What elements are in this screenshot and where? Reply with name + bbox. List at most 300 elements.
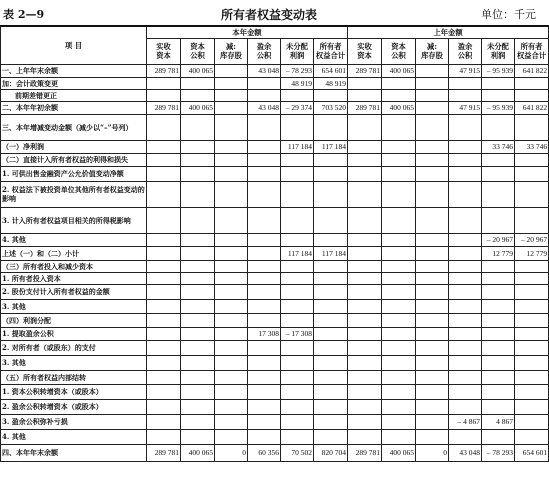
value-cell: 289 781 [348, 64, 382, 77]
value-cell [281, 384, 314, 399]
value-cell [382, 181, 416, 207]
value-cell [416, 89, 449, 101]
value-cell [382, 140, 416, 153]
value-cell: 400 065 [181, 101, 215, 114]
value-cell [314, 399, 348, 414]
value-cell [314, 327, 348, 340]
value-cell [181, 246, 215, 260]
value-cell [382, 153, 416, 166]
table-row [1, 313, 549, 327]
value-cell: 47 915 [449, 101, 482, 114]
value-cell [482, 340, 515, 355]
value-cell [215, 140, 248, 153]
column-header [248, 38, 281, 64]
value-cell [382, 89, 416, 101]
value-cell [348, 429, 382, 444]
value-cell [281, 429, 314, 444]
value-cell: 47 915 [449, 64, 482, 77]
column-header-line: 未分配 [286, 42, 308, 51]
value-cell [248, 181, 281, 207]
value-cell [147, 429, 181, 444]
value-cell: 289 781 [147, 444, 181, 461]
value-cell [215, 233, 248, 246]
value-cell [181, 153, 215, 166]
value-cell: 43 048 [248, 64, 281, 77]
value-cell [147, 355, 181, 370]
value-cell [181, 399, 215, 414]
value-cell [416, 340, 449, 355]
value-cell [314, 233, 348, 246]
value-cell [147, 272, 181, 284]
value-cell [248, 384, 281, 399]
value-cell [416, 272, 449, 284]
value-cell [215, 429, 248, 444]
value-cell [147, 77, 181, 89]
column-header-line: 公积 [190, 51, 205, 60]
value-cell [281, 89, 314, 101]
value-cell [416, 370, 449, 384]
value-cell [215, 166, 248, 181]
value-cell [147, 181, 181, 207]
row-label: 3. 其他 [1, 355, 147, 370]
value-cell [281, 272, 314, 284]
value-cell: 289 781 [348, 444, 382, 461]
table-row [1, 340, 549, 355]
column-header [482, 38, 515, 64]
value-cell [416, 414, 449, 429]
value-cell [281, 207, 314, 233]
value-cell [314, 313, 348, 327]
value-cell [449, 260, 482, 272]
value-cell [348, 246, 382, 260]
value-cell [449, 140, 482, 153]
value-cell [449, 166, 482, 181]
value-cell [449, 355, 482, 370]
table-row [1, 64, 549, 77]
value-cell: – 20 967 [482, 233, 515, 246]
value-cell [181, 299, 215, 313]
value-cell [416, 64, 449, 77]
value-cell [416, 207, 449, 233]
value-cell [515, 166, 549, 181]
table-row [1, 233, 549, 246]
column-header [314, 38, 348, 64]
value-cell [348, 384, 382, 399]
value-cell [449, 153, 482, 166]
value-cell [248, 272, 281, 284]
value-cell [215, 77, 248, 89]
value-cell [215, 327, 248, 340]
value-cell [515, 260, 549, 272]
row-label: 2. 对所有者（或股东）的支付 [1, 340, 147, 355]
value-cell: 4 867 [482, 414, 515, 429]
value-cell [248, 114, 281, 140]
value-cell [181, 140, 215, 153]
value-cell [281, 153, 314, 166]
value-cell [215, 260, 248, 272]
table-caption-bar [0, 0, 538, 26]
row-label: 1. 可供出售金融资产公允价值变动净额 [1, 166, 147, 181]
value-cell [281, 313, 314, 327]
value-cell [215, 384, 248, 399]
value-cell [181, 384, 215, 399]
row-label: 三、本年增减变动金额（减少以“–”号列） [1, 114, 147, 140]
value-cell [416, 246, 449, 260]
column-header [215, 38, 248, 64]
value-cell [416, 284, 449, 299]
value-cell [382, 166, 416, 181]
value-cell [348, 272, 382, 284]
value-cell [515, 114, 549, 140]
value-cell [314, 284, 348, 299]
column-header-line: 实收 [156, 42, 171, 51]
value-cell [147, 140, 181, 153]
value-cell [515, 89, 549, 101]
value-cell [515, 272, 549, 284]
value-cell: – 20 967 [515, 233, 549, 246]
row-label: 1. 提取盈余公积 [1, 327, 147, 340]
value-cell [181, 414, 215, 429]
table-row [1, 181, 549, 207]
value-cell [147, 153, 181, 166]
row-label: 前期差错更正 [1, 89, 147, 101]
value-cell: 33 746 [515, 140, 549, 153]
value-cell [181, 429, 215, 444]
value-cell [449, 272, 482, 284]
value-cell [515, 284, 549, 299]
table-row [1, 89, 549, 101]
row-label: （三）所有者投入和减少资本 [1, 260, 147, 272]
value-cell [281, 399, 314, 414]
value-cell [181, 181, 215, 207]
value-cell [215, 89, 248, 101]
column-header [348, 38, 382, 64]
value-cell [382, 340, 416, 355]
value-cell [382, 355, 416, 370]
column-header-line: 公积 [256, 51, 272, 60]
value-cell [215, 355, 248, 370]
value-cell [348, 327, 382, 340]
row-label: （一）净利润 [1, 140, 147, 153]
value-cell [181, 327, 215, 340]
value-cell [515, 399, 549, 414]
value-cell: 289 781 [147, 101, 181, 114]
value-cell [147, 299, 181, 313]
row-label: 四、本年年末余额 [1, 444, 147, 461]
value-cell [515, 299, 549, 313]
value-cell: 400 065 [382, 64, 416, 77]
value-cell [382, 272, 416, 284]
value-cell [314, 272, 348, 284]
value-cell [147, 233, 181, 246]
value-cell [314, 370, 348, 384]
value-cell [416, 355, 449, 370]
value-cell [482, 399, 515, 414]
value-cell [348, 299, 382, 313]
value-cell [482, 327, 515, 340]
column-header [382, 38, 416, 64]
value-cell [482, 89, 515, 101]
value-cell [281, 299, 314, 313]
value-cell [482, 181, 515, 207]
value-cell [215, 414, 248, 429]
column-header-line: 利润 [289, 51, 305, 60]
value-cell [314, 260, 348, 272]
value-cell [215, 370, 248, 384]
value-cell [382, 429, 416, 444]
value-cell [515, 370, 549, 384]
value-cell [515, 181, 549, 207]
value-cell [416, 399, 449, 414]
value-cell: 0 [215, 444, 248, 461]
value-cell [314, 207, 348, 233]
value-cell [449, 233, 482, 246]
value-cell [215, 299, 248, 313]
value-cell: 0 [416, 444, 449, 461]
value-cell [382, 313, 416, 327]
value-cell: – 78 293 [482, 444, 515, 461]
value-cell [515, 355, 549, 370]
value-cell [515, 153, 549, 166]
value-cell [482, 284, 515, 299]
column-header-line: 盈余 [256, 42, 272, 51]
column-header-line: 权益合计 [516, 51, 547, 60]
column-header [515, 38, 549, 64]
value-cell [382, 284, 416, 299]
value-cell [248, 153, 281, 166]
value-cell [181, 370, 215, 384]
table-row [1, 166, 549, 181]
value-cell [348, 207, 382, 233]
value-cell: 400 065 [181, 444, 215, 461]
value-cell [147, 284, 181, 299]
value-cell [147, 313, 181, 327]
value-cell [147, 327, 181, 340]
column-header [281, 38, 314, 64]
value-cell [147, 246, 181, 260]
column-header-line: 资本 [391, 42, 406, 51]
value-cell: 400 065 [181, 64, 215, 77]
table-row [1, 284, 549, 299]
column-header-line: 权益合计 [315, 51, 346, 60]
column-header-line: 减: [427, 42, 438, 51]
column-header-line: 所有者 [520, 42, 543, 51]
row-label: 2. 权益法下被投资单位其他所有者权益变动的影响 [1, 181, 147, 207]
value-cell [416, 299, 449, 313]
value-cell [416, 233, 449, 246]
value-cell [281, 260, 314, 272]
value-cell [348, 181, 382, 207]
column-header-line: 实收 [357, 42, 372, 51]
value-cell [181, 114, 215, 140]
value-cell [248, 414, 281, 429]
row-label: 一、上年年末余额 [1, 64, 147, 77]
value-cell [348, 233, 382, 246]
value-cell [416, 429, 449, 444]
value-cell [147, 89, 181, 101]
value-cell [147, 384, 181, 399]
value-cell [147, 114, 181, 140]
value-cell: 289 781 [348, 101, 382, 114]
value-cell [449, 384, 482, 399]
value-cell [281, 166, 314, 181]
row-label: 3. 计入所有者权益项目相关的所得税影响 [1, 207, 147, 233]
value-cell [314, 384, 348, 399]
value-cell [382, 246, 416, 260]
value-cell [348, 284, 382, 299]
column-header [147, 38, 181, 64]
value-cell [482, 77, 515, 89]
value-cell [181, 313, 215, 327]
table-row [1, 399, 549, 414]
value-cell [449, 77, 482, 89]
value-cell [215, 284, 248, 299]
value-cell [181, 272, 215, 284]
value-cell [449, 327, 482, 340]
column-header [181, 38, 215, 64]
table-row [1, 153, 549, 166]
value-cell [382, 114, 416, 140]
value-cell [215, 246, 248, 260]
column-header-line: 库存股 [421, 51, 443, 60]
table-row [1, 207, 549, 233]
value-cell [181, 340, 215, 355]
value-cell [147, 414, 181, 429]
value-cell [449, 284, 482, 299]
value-cell [416, 140, 449, 153]
value-cell [314, 414, 348, 429]
value-cell [215, 207, 248, 233]
value-cell: 641 822 [515, 101, 549, 114]
value-cell [314, 114, 348, 140]
value-cell [181, 207, 215, 233]
row-label: 1. 资本公积转增资本（或股本） [1, 384, 147, 399]
value-cell: 289 781 [147, 64, 181, 77]
value-cell [449, 340, 482, 355]
value-cell [314, 429, 348, 444]
value-cell [416, 260, 449, 272]
value-cell [382, 260, 416, 272]
value-cell: – 29 374 [281, 101, 314, 114]
row-label: 4. 其他 [1, 233, 147, 246]
value-cell [449, 399, 482, 414]
value-cell [449, 114, 482, 140]
value-cell [248, 355, 281, 370]
value-cell [515, 313, 549, 327]
value-cell [416, 181, 449, 207]
value-cell [482, 166, 515, 181]
value-cell [281, 114, 314, 140]
value-cell [482, 370, 515, 384]
value-cell [482, 313, 515, 327]
value-cell [482, 114, 515, 140]
column-header-line: 利润 [490, 51, 506, 60]
value-cell [382, 299, 416, 313]
value-cell [248, 260, 281, 272]
value-cell: – 95 939 [482, 64, 515, 77]
value-cell [382, 233, 416, 246]
value-cell: 117 184 [281, 140, 314, 153]
value-cell [181, 355, 215, 370]
value-cell [147, 207, 181, 233]
row-label: 4. 其他 [1, 429, 147, 444]
value-cell: 117 184 [281, 246, 314, 260]
value-cell [449, 299, 482, 313]
value-cell [416, 153, 449, 166]
value-cell [382, 77, 416, 89]
value-cell [348, 260, 382, 272]
value-cell [482, 299, 515, 313]
column-header-line: 减: [226, 42, 236, 51]
prior-year-group-header: 上年金额 [348, 26, 549, 38]
row-label: 二、本年年初余额 [1, 101, 147, 114]
value-cell [382, 384, 416, 399]
value-cell [449, 181, 482, 207]
column-header [416, 38, 449, 64]
column-header-line: 资本 [357, 51, 372, 60]
table-row [1, 355, 549, 370]
value-cell [314, 340, 348, 355]
column-header-line: 库存股 [220, 51, 242, 60]
table-row [1, 246, 549, 260]
value-cell [314, 153, 348, 166]
value-cell [348, 77, 382, 89]
value-cell [281, 284, 314, 299]
table-row [1, 299, 549, 313]
value-cell [181, 233, 215, 246]
value-cell [515, 327, 549, 340]
value-cell [449, 89, 482, 101]
table-row [1, 384, 549, 399]
value-cell [515, 207, 549, 233]
value-cell [215, 181, 248, 207]
value-cell [215, 64, 248, 77]
value-cell: 70 502 [281, 444, 314, 461]
value-cell [181, 166, 215, 181]
table-row [1, 140, 549, 153]
row-label: 上述（一）和（二）小计 [1, 246, 147, 260]
value-cell: 400 065 [382, 444, 416, 461]
value-cell [248, 77, 281, 89]
value-cell [314, 299, 348, 313]
row-label: （四）利润分配 [1, 313, 147, 327]
table-row [1, 444, 549, 461]
table-row [1, 327, 549, 340]
value-cell [515, 414, 549, 429]
value-cell [215, 313, 248, 327]
value-cell: 12 779 [515, 246, 549, 260]
value-cell [382, 414, 416, 429]
value-cell [482, 429, 515, 444]
value-cell [482, 153, 515, 166]
value-cell [147, 260, 181, 272]
column-header-line: 所有者 [319, 42, 342, 51]
value-cell [515, 77, 549, 89]
value-cell [248, 166, 281, 181]
value-cell [348, 340, 382, 355]
value-cell: – 78 293 [281, 64, 314, 77]
value-cell [515, 340, 549, 355]
value-cell [382, 399, 416, 414]
current-year-group-header: 本年金额 [147, 26, 348, 38]
value-cell [248, 140, 281, 153]
value-cell [248, 399, 281, 414]
column-header-line: 资本 [190, 42, 205, 51]
value-cell [348, 414, 382, 429]
value-cell [248, 429, 281, 444]
row-label: 1. 所有者投入资本 [1, 272, 147, 284]
value-cell [416, 313, 449, 327]
